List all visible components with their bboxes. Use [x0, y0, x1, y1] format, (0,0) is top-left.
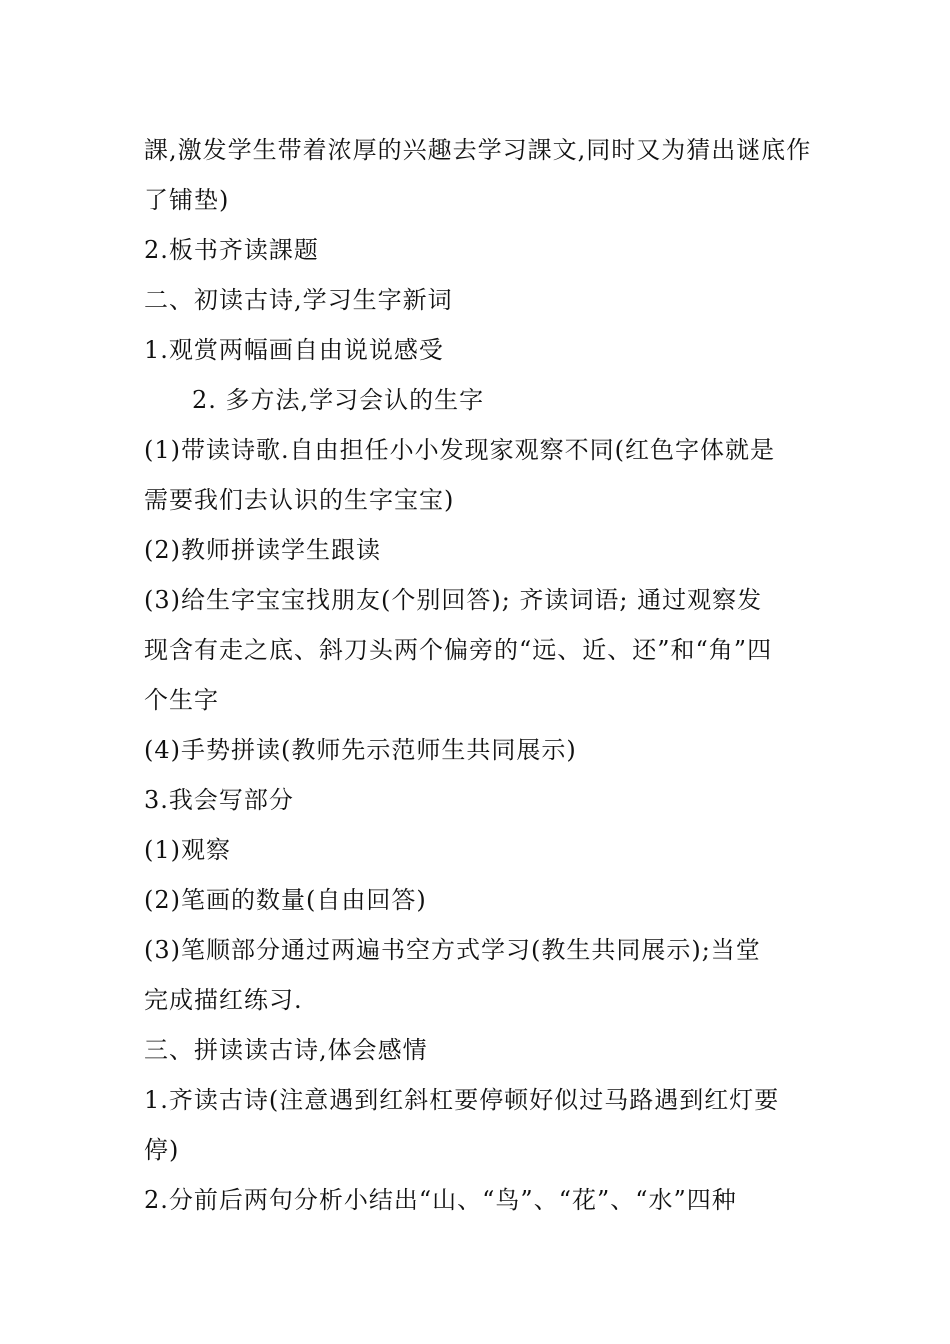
paragraph-line: (3)笔顺部分通过两遍书空方式学习(教生共同展示);当堂	[144, 936, 761, 964]
paragraph-line: 1.观赏两幅画自由说说感受	[144, 336, 444, 364]
paragraph-line: (1)观察	[144, 836, 231, 864]
section-heading: 二、初读古诗,学习生字新词	[144, 286, 453, 314]
paragraph-line: 2.板书齐读課题	[144, 236, 319, 264]
paragraph-line: 1.齐读古诗(注意遇到红斜杠要停顿好似过马路遇到红灯要	[144, 1086, 780, 1114]
paragraph-line: 2.分前后两句分析小结出“山、“鸟”、“花”、“水”四种	[144, 1186, 737, 1214]
paragraph-line: (2)笔画的数量(自由回答)	[144, 886, 427, 914]
paragraph-line: 3.我会写部分	[144, 786, 294, 814]
paragraph-line: 需要我们去认识的生字宝宝)	[144, 486, 455, 514]
paragraph-line: 2. 多方法,学习会认的生字	[192, 386, 485, 414]
paragraph-line: 停)	[144, 1136, 180, 1164]
paragraph-line: 了铺垫)	[144, 186, 230, 214]
paragraph-line: (2)教师拼读学生跟读	[144, 536, 381, 564]
paragraph-line: 課,激发学生带着浓厚的兴趣去学习課文,同时又为猜出谜底作	[144, 136, 812, 164]
section-heading: 三、拼读读古诗,体会感情	[144, 1036, 428, 1064]
paragraph-line: (1)带读诗歌.自由担任小小发现家观察不同(红色字体就是	[144, 436, 775, 464]
paragraph-line: 现含有走之底、斜刀头两个偏旁的“远、近、还”和“角”四	[144, 636, 773, 664]
paragraph-line: 个生字	[144, 686, 219, 714]
paragraph-line: 完成描红练习.	[144, 986, 303, 1014]
paragraph-line: (3)给生字宝宝找朋友(个别回答); 齐读词语; 通过观察发	[144, 586, 763, 614]
paragraph-line: (4)手势拼读(教师先示范师生共同展示)	[144, 736, 577, 764]
